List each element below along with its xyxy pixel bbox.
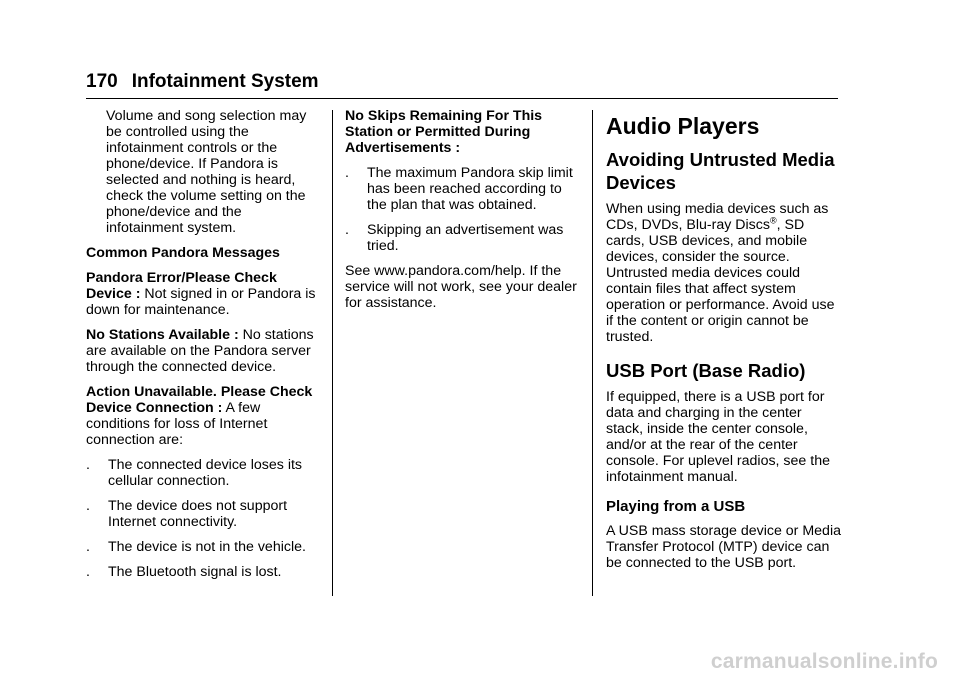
bullet-icon: . xyxy=(86,457,90,473)
usb-port-paragraph: If equipped, there is a USB port for data and charging in the center stack, inside the center console, and/or at the rear of the center console. For uplevel radios, see the infotainment manual. xyxy=(606,389,830,485)
playing-usb-heading: Playing from a USB xyxy=(606,498,746,515)
no-skips-heading: No Skips Remaining For This Station or Permitted During Advertisements : xyxy=(345,108,543,156)
section-title: Infotainment System xyxy=(131,71,319,92)
page-header xyxy=(86,70,319,94)
bullet-icon: . xyxy=(345,165,349,181)
audio-players-heading: Audio Players xyxy=(606,113,760,139)
message-text: Not signed in or Pandora is down for maintenance. xyxy=(86,286,316,318)
intro-paragraph: Volume and song selection may be controlled using the infotainment controls or the phone/device. If Pandora is selected and nothing is heard, check the volume setting on the phone/device and the infotainment system. xyxy=(106,108,307,236)
list-item: . The Bluetooth signal is lost. xyxy=(86,564,282,580)
watermark: carmanualsonline.info xyxy=(710,650,938,673)
message-text: A few conditions for loss of Internet connection are: xyxy=(86,400,268,448)
bullet-icon: . xyxy=(345,222,349,238)
column-3 xyxy=(606,108,842,580)
list-item: . The device is not in the vehicle. xyxy=(86,539,306,555)
list-item: . Skipping an advertisement was tried. xyxy=(345,222,564,254)
bullet-icon: . xyxy=(86,498,90,514)
usb-port-heading: USB Port (Base Radio) xyxy=(606,360,806,381)
list-item: . The connected device loses its cellular connection. xyxy=(86,457,303,489)
message-text: No stations are available on the Pandora server through the connected device. xyxy=(86,327,314,375)
message-action-unavailable xyxy=(86,384,322,448)
registered-mark: ® xyxy=(769,215,777,226)
common-messages-heading: Common Pandora Messages xyxy=(86,245,280,261)
message-label: No Stations Available : xyxy=(86,327,239,343)
message-label: Action Unavailable. Please Check Device Connection : xyxy=(86,384,313,416)
untrusted-media-heading: Avoiding Untrusted Media Devices xyxy=(606,149,835,193)
header-rule xyxy=(86,98,838,99)
untrusted-media-paragraph: When using media devices such as CDs, DVDs, Blu-ray Discs®, SD cards, USB devices, and mobile devices, consider the source. Untrusted media devices could contain files that affect system operation or performance. Avoid use if the content or origin cannot be trusted. xyxy=(606,201,835,345)
bullet-icon: . xyxy=(86,564,90,580)
page-number: 170 xyxy=(86,71,118,92)
column-divider-2 xyxy=(592,110,593,596)
message-no-stations xyxy=(86,327,322,375)
message-pandora-error xyxy=(86,270,322,318)
message-label: Pandora Error/Please Check Device : xyxy=(86,270,277,302)
column-1 xyxy=(86,108,322,589)
playing-usb-paragraph: A USB mass storage device or Media Transfer Protocol (MTP) device can be connected to the USB port. xyxy=(606,523,841,571)
column-2 xyxy=(345,108,581,320)
list-item: . The maximum Pandora skip limit has been reached according to the plan that was obtained. xyxy=(345,165,573,213)
help-paragraph: See www.pandora.com/help. If the service will not work, see your dealer for assistance. xyxy=(345,263,577,311)
bullet-icon: . xyxy=(86,539,90,555)
column-divider-1 xyxy=(332,110,333,596)
list-item: . The device does not support Internet connectivity. xyxy=(86,498,288,530)
